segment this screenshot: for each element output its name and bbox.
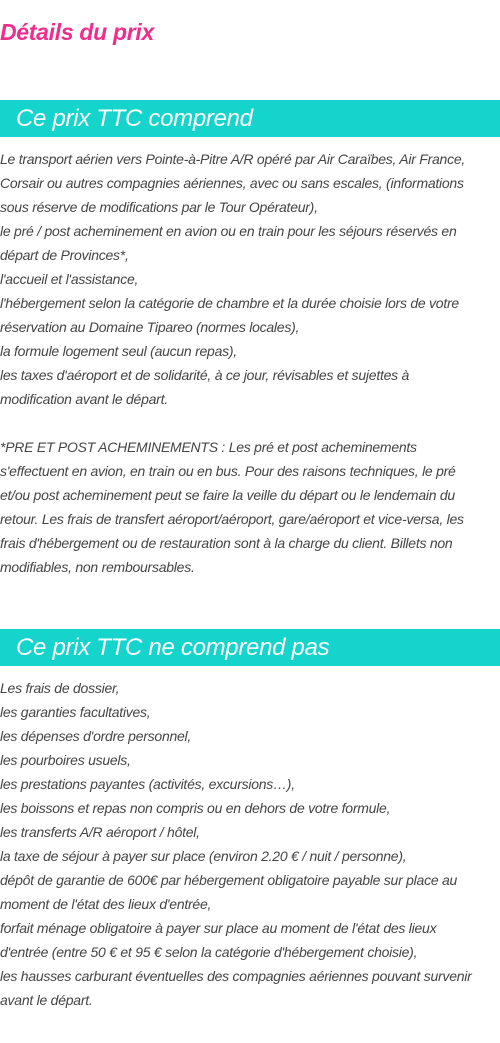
included-line: Le transport aérien vers Pointe-à-Pitre A/R opéré par Air Caraïbes, Air France, — [0, 151, 466, 167]
excluded-line: les hausses carburant éventuelles des compagnies aériennes pouvant survenir — [0, 968, 472, 984]
included-line: l'hébergement selon la catégorie de chambre et la durée choisie lors de votre — [0, 295, 459, 311]
excluded-line: forfait ménage obligatoire à payer sur place au moment de l'état des lieux — [0, 920, 437, 936]
included-line: modification avant le départ. — [0, 391, 168, 407]
note-line: frais d'hébergement ou de restauration sont à la charge du client. Billets non — [0, 535, 453, 551]
excluded-list — [0, 676, 500, 1012]
included-line: Corsair ou autres compagnies aériennes, avec ou sans escales, (informations — [0, 175, 464, 191]
included-list — [0, 147, 500, 411]
included-line: l'accueil et l'assistance, — [0, 271, 139, 287]
excluded-line: Les frais de dossier, — [0, 680, 120, 696]
excluded-line: avant le départ. — [0, 992, 93, 1008]
note-line: retour. Les frais de transfert aéroport/aéroport, gare/aéroport et vice-versa, les — [0, 511, 464, 527]
excluded-line: les transferts A/R aéroport / hôtel, — [0, 824, 200, 840]
included-line: le pré / post acheminement en avion ou en train pour les séjours réservés en — [0, 223, 457, 239]
included-line: sous réserve de modifications par le Tour Opérateur), — [0, 199, 318, 215]
note-line: s'effectuent en avion, en train ou en bus. Pour des raisons techniques, le pré — [0, 463, 456, 479]
included-line: la formule logement seul (aucun repas), — [0, 343, 237, 359]
excluded-line: d'entrée (entre 50 € et 95 € selon la catégorie d'hébergement choisie), — [0, 944, 418, 960]
note-line: *PRE ET POST ACHEMINEMENTS : Les pré et post acheminements — [0, 439, 417, 455]
note-line: et/ou post acheminement peut se faire la veille du départ ou le lendemain du — [0, 487, 455, 503]
excluded-line: les dépenses d'ordre personnel, — [0, 728, 192, 744]
note-line: modifiables, non remboursables. — [0, 559, 195, 575]
included-line: les taxes d'aéroport et de solidarité, à ce jour, révisables et sujettes à — [0, 367, 410, 383]
excluded-line: les garanties facultatives, — [0, 704, 151, 720]
excluded-line: dépôt de garantie de 600€ par hébergement obligatoire payable sur place au — [0, 872, 458, 888]
excluded-line: les prestations payantes (activités, excursions…), — [0, 776, 295, 792]
excluded-line: moment de l'état des lieux d'entrée, — [0, 896, 212, 912]
excluded-line: la taxe de séjour à payer sur place (environ 2.20 € / nuit / personne), — [0, 848, 407, 864]
excluded-line: les boissons et repas non compris ou en dehors de votre formule, — [0, 800, 391, 816]
included-section-heading: Ce prix TTC comprend — [0, 100, 500, 137]
pre-post-transfer-note — [0, 435, 500, 579]
included-line: réservation au Domaine Tipareo (normes locales), — [0, 319, 300, 335]
excluded-line: les pourboires usuels, — [0, 752, 131, 768]
included-line: départ de Provinces*, — [0, 247, 129, 263]
excluded-section-heading: Ce prix TTC ne comprend pas — [0, 629, 500, 666]
page-title: Détails du prix — [0, 19, 154, 45]
